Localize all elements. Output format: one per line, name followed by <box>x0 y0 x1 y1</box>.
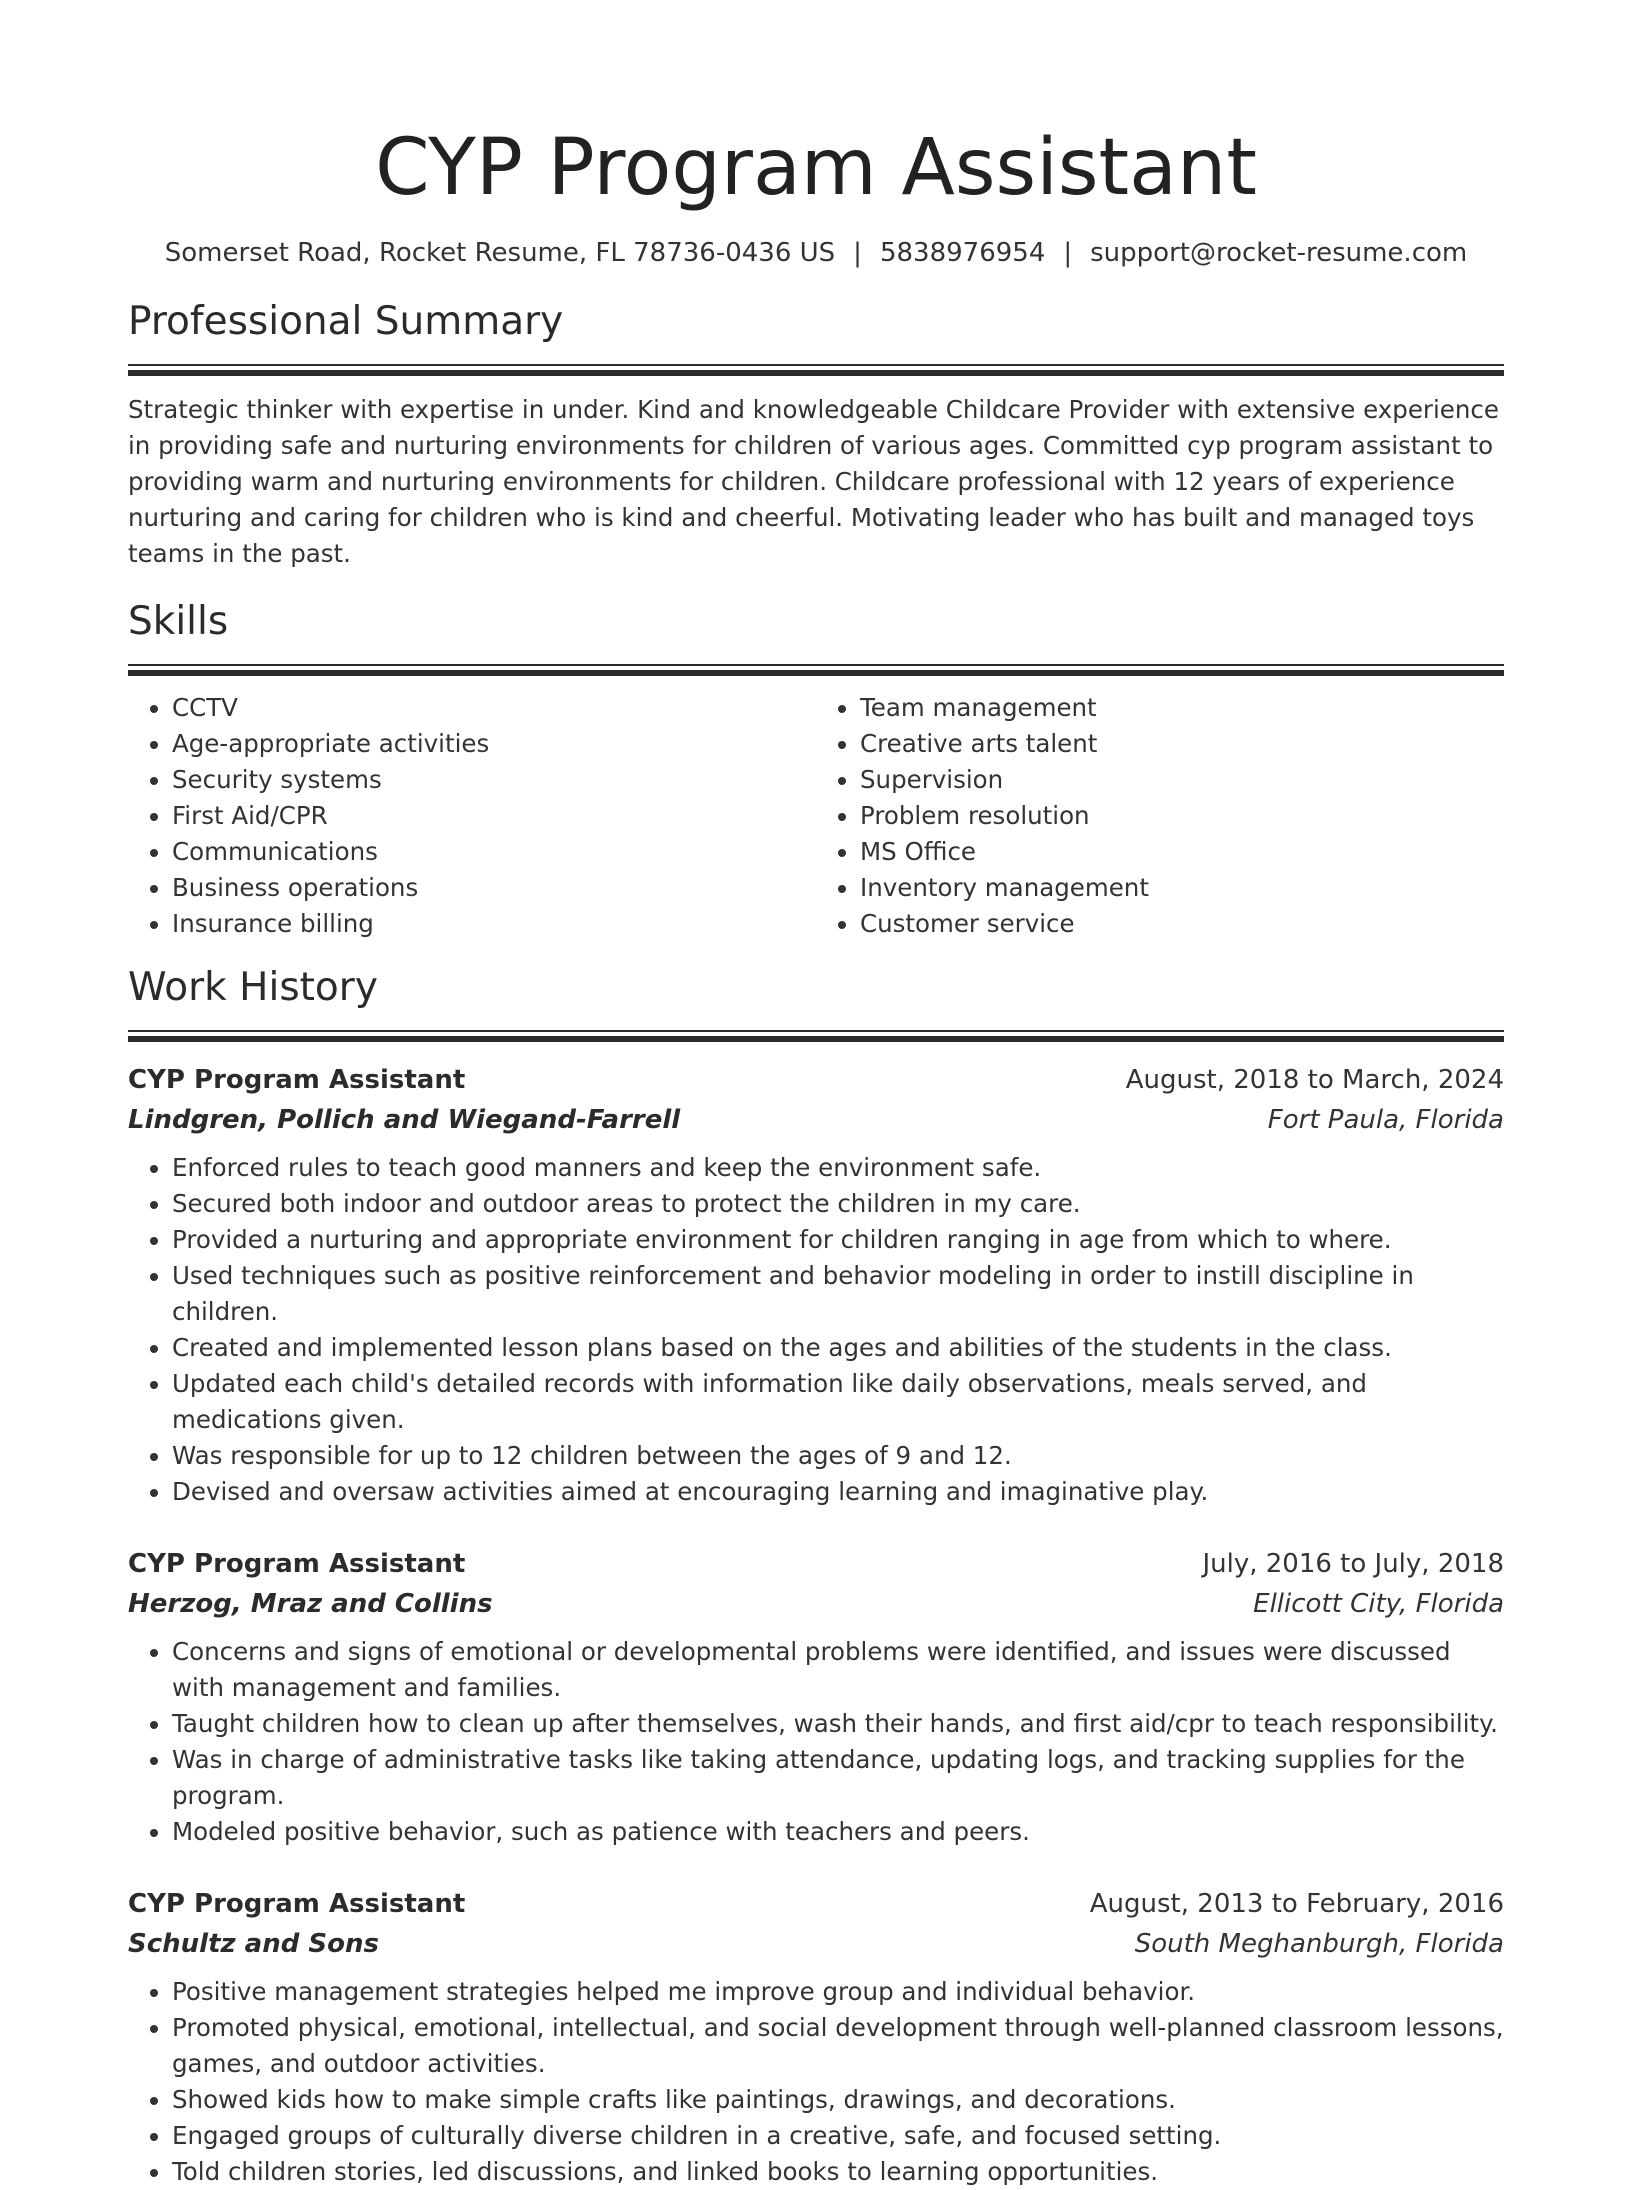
job-location: Ellicott City, Florida <box>1253 1589 1504 1619</box>
job-bullet: • Created and implemented lesson plans based on the ages and abilities of the students in the class. <box>172 1330 1504 1366</box>
job-bullet: • Told children stories, led discussions, and linked books to learning opportunities. <box>172 2154 1504 2190</box>
section-divider <box>128 664 1504 676</box>
skills-columns <box>128 690 1504 942</box>
job-subheader <box>128 1924 1504 1964</box>
job-bullet: • Promoted physical, emotional, intellectual, and social development through well-planned classroom lessons, games, and outdoor activities. <box>172 2010 1504 2082</box>
skills-list-right <box>816 690 1504 942</box>
job-entry <box>128 1060 1504 1510</box>
contact-separator: | <box>1063 238 1073 268</box>
job-subheader <box>128 1584 1504 1624</box>
skills-heading: Skills <box>128 599 229 644</box>
job-bullets <box>128 1634 1504 1850</box>
job-bullet: • Used techniques such as positive reinforcement and behavior modeling in order to instill discipline in children. <box>172 1258 1504 1330</box>
contact-phone: 5838976954 <box>879 238 1046 268</box>
job-bullets <box>128 1974 1504 2190</box>
contact-separator: | <box>853 238 862 268</box>
job-header <box>128 1544 1504 1584</box>
job-location: South Meghanburgh, Florida <box>1134 1929 1504 1959</box>
job-bullet: • Devised and oversaw activities aimed at encouraging learning and imaginative play. <box>172 1474 1504 1510</box>
job-header <box>128 1060 1504 1100</box>
contact-email: support@rocket-resume.com <box>1090 238 1468 268</box>
job-bullet: • Enforced rules to teach good manners and keep the environment safe. <box>172 1150 1504 1186</box>
job-bullet: • Provided a nurturing and appropriate environment for children ranging in age from which to where. <box>172 1222 1504 1258</box>
job-bullet: • Secured both indoor and outdoor areas to protect the children in my care. <box>172 1186 1504 1222</box>
skills-section <box>128 598 1504 942</box>
summary-section <box>128 298 1504 572</box>
job-bullet: • Engaged groups of culturally diverse children in a creative, safe, and focused setting. <box>172 2118 1504 2154</box>
job-title: CYP Program Assistant <box>128 1549 466 1579</box>
job-bullet: • Positive management strategies helped me improve group and individual behavior. <box>172 1974 1504 2010</box>
job-header <box>128 1884 1504 1924</box>
skill-item: • MS Office <box>860 834 1504 870</box>
section-divider <box>128 364 1504 376</box>
skill-item: • Supervision <box>860 762 1504 798</box>
job-bullet: • Concerns and signs of emotional or developmental problems were identified, and issues were discussed with management and families. <box>172 1634 1504 1706</box>
skill-item: • Insurance billing <box>172 906 816 942</box>
contact-line <box>128 236 1504 270</box>
skill-item: • Communications <box>172 834 816 870</box>
work-history-heading: Work History <box>128 965 378 1010</box>
job-company: Lindgren, Pollich and Wiegand-Farrell <box>128 1105 681 1135</box>
job-company: Schultz and Sons <box>128 1929 379 1959</box>
skill-item: • Inventory management <box>860 870 1504 906</box>
job-dates: August, 2018 to March, 2024 <box>1125 1065 1504 1095</box>
job-title: CYP Program Assistant <box>128 1065 466 1095</box>
job-company: Herzog, Mraz and Collins <box>128 1589 493 1619</box>
summary-heading: Professional Summary <box>128 299 564 344</box>
skill-item: • Age-appropriate activities <box>172 726 816 762</box>
job-dates: July, 2016 to July, 2018 <box>1202 1549 1504 1579</box>
skill-item: • Creative arts talent <box>860 726 1504 762</box>
skill-item: • Business operations <box>172 870 816 906</box>
skill-item: • Customer service <box>860 906 1504 942</box>
skill-item: • Problem resolution <box>860 798 1504 834</box>
summary-text: Strategic thinker with expertise in under. Kind and knowledgeable Childcare Provider with extensive experience in providing safe and nurturing environments for children of various ages. Committed cyp program assistant to providing warm and nurturing environments for children. Childcare professional with 12 years of experience nurturing and caring for children who is kind and cheerful. Motivating leader who has built and managed toys teams in the past. <box>128 395 1499 568</box>
skill-item: • CCTV <box>172 690 816 726</box>
job-bullets <box>128 1150 1504 1510</box>
job-dates: August, 2013 to February, 2016 <box>1089 1889 1504 1919</box>
job-entry <box>128 1884 1504 2190</box>
job-subheader <box>128 1100 1504 1140</box>
job-bullet: • Updated each child's detailed records with information like daily observations, meals served, and medications given. <box>172 1366 1504 1438</box>
section-divider <box>128 1030 1504 1042</box>
work-history-section <box>128 964 1504 2190</box>
resume-name: CYP Program Assistant <box>375 123 1257 213</box>
skill-item: • Security systems <box>172 762 816 798</box>
job-location: Fort Paula, Florida <box>1267 1105 1504 1135</box>
job-bullet: • Modeled positive behavior, such as patience with teachers and peers. <box>172 1814 1504 1850</box>
skills-list-left <box>128 690 816 942</box>
job-bullet: • Showed kids how to make simple crafts like paintings, drawings, and decorations. <box>172 2082 1504 2118</box>
skill-item: • Team management <box>860 690 1504 726</box>
contact-address: Somerset Road, Rocket Resume, FL 78736-0436 US <box>164 238 836 268</box>
skill-item: • First Aid/CPR <box>172 798 816 834</box>
job-title: CYP Program Assistant <box>128 1889 466 1919</box>
job-bullet: • Was responsible for up to 12 children between the ages of 9 and 12. <box>172 1438 1504 1474</box>
job-bullet: • Taught children how to clean up after themselves, wash their hands, and first aid/cpr to teach responsibility. <box>172 1706 1504 1742</box>
job-bullet: • Was in charge of administrative tasks like taking attendance, updating logs, and tracking supplies for the program. <box>172 1742 1504 1814</box>
job-entry <box>128 1544 1504 1850</box>
